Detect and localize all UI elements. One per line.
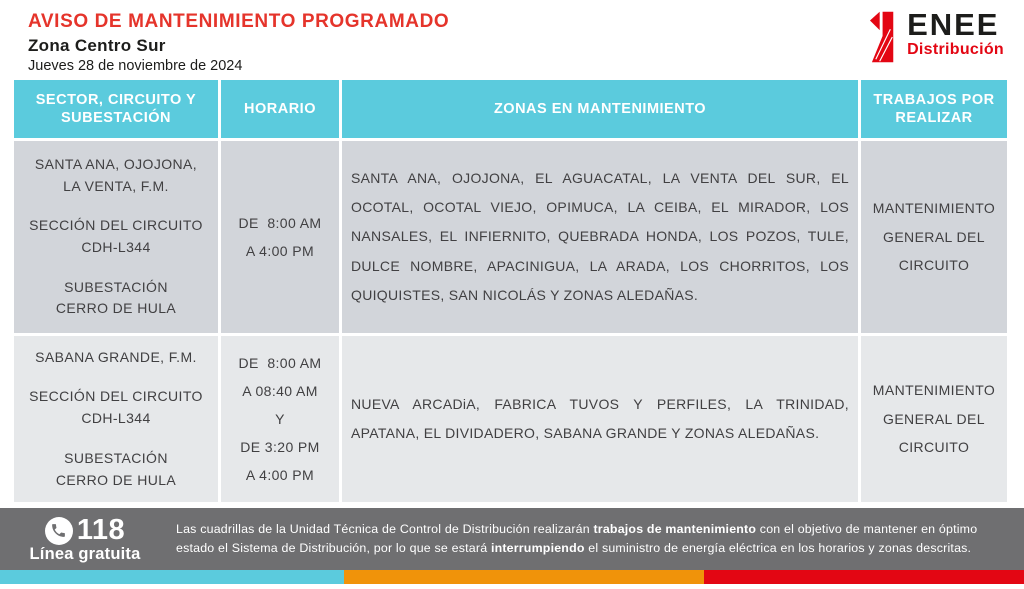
footer-note-bold: interrumpiendo <box>490 541 585 555</box>
orange-bar-segment <box>344 570 704 584</box>
enee-logo-text <box>907 9 1004 59</box>
col-header-work: TRABAJOS POR REALIZAR <box>861 80 1007 138</box>
row1-zones-cell <box>342 141 858 333</box>
sector-paragraph <box>56 277 176 320</box>
schedule-line: A 4:00 PM <box>245 467 315 483</box>
hotline-number: 118 <box>76 514 126 546</box>
schedule-line: DE 8:00 AM <box>238 355 322 371</box>
bottom-color-bar <box>0 570 1024 584</box>
work-line: CIRCUITO <box>898 257 970 274</box>
sector-line: SUBESTACIÓN <box>64 278 168 295</box>
zones-text: NUEVA ARCADiA, FABRICA TUVOS Y PERFILES, LA TRINIDAD, APATANA, EL DIVIDADERO, SABANA GRANDE Y ZONAS ALEDAÑAS. <box>351 395 849 441</box>
footer-note-bold: trabajos de mantenimiento <box>593 522 757 537</box>
sector-line: SECCIÓN DEL CIRCUITO <box>29 217 203 234</box>
footer-note-text: Las cuadrillas de la Unidad Técnica de Control de Distribución realizarán <box>176 522 594 537</box>
work-line: MANTENIMIENTO <box>872 381 996 398</box>
logo-subtitle: Distribución <box>907 41 1004 58</box>
header <box>28 11 449 74</box>
col-header-zones: ZONAS EN MANTENIMIENTO <box>342 80 858 138</box>
schedule-line: DE 3:20 PM <box>240 439 320 455</box>
work-line: GENERAL DEL <box>883 410 985 427</box>
footer-note-text: con el objetivo de mantener en óptimo estado el Sistema de Distribución, por lo que se estará <box>176 522 978 555</box>
sector-line: LA VENTA, F.M. <box>63 177 169 194</box>
sector-paragraph <box>35 347 197 369</box>
logo-name: ENEE <box>907 7 1000 42</box>
phone-icon <box>45 517 73 545</box>
zones-text: SANTA ANA, OJOJONA, EL AGUACATAL, LA VENTA DEL SUR, EL OCOTAL, OCOTAL VIEJO, OPIMUCA, LA CEIBA, EL MIRADOR, LOS NANSALES, EL INFIERNITO, QUEBRADA HONDA, LOS POZOS, TULE, DULCE NOMBRE, APACINIGUA, LA ARADA, LOS CHORRITOS, LOS QUIQUISTES, SAN NICOLÁS Y ZONAS ALEDAÑAS. <box>351 170 849 303</box>
sector-line: CDH-L344 <box>81 410 151 427</box>
sector-line: SABANA GRANDE, F.M. <box>35 348 197 365</box>
sector-line: SECCIÓN DEL CIRCUITO <box>29 388 203 405</box>
red-bar-segment <box>704 570 1024 584</box>
col-header-sector: SECTOR, CIRCUITO Y SUBESTACIÓN <box>14 80 218 138</box>
maintenance-table <box>14 80 1007 502</box>
footer-note-text: el suministro de energía eléctrica en los horarios y zonas descritas. <box>584 541 972 555</box>
enee-tower-icon <box>869 9 902 68</box>
row2-work-cell <box>861 336 1007 502</box>
schedule-line: Y <box>275 411 285 427</box>
cyan-bar-segment <box>0 570 344 584</box>
footer-band <box>0 508 1024 570</box>
sector-paragraph <box>56 448 176 491</box>
sector-line: SUBESTACIÓN <box>64 449 168 466</box>
hotline-block <box>0 514 170 564</box>
row2-zones-cell <box>342 336 858 502</box>
sector-paragraph <box>29 215 203 258</box>
schedule-line: A 08:40 AM <box>242 383 318 399</box>
work-line: CIRCUITO <box>898 439 970 456</box>
work-line: GENERAL DEL <box>883 228 985 245</box>
row1-schedule-cell <box>221 141 339 333</box>
date-text: Jueves 28 de noviembre de 2024 <box>28 58 243 74</box>
work-line: MANTENIMIENTO <box>872 199 996 216</box>
zone-subtitle: Zona Centro Sur <box>28 36 166 55</box>
schedule-line: A 4:00 PM <box>245 243 315 259</box>
hotline-number-row <box>0 514 170 547</box>
enee-logo <box>869 9 1004 68</box>
sector-line: CDH-L344 <box>81 239 151 255</box>
sector-line: SANTA ANA, OJOJONA, <box>34 155 198 172</box>
col-header-schedule: HORARIO <box>221 80 339 138</box>
footer-note <box>176 520 1010 557</box>
row1-sector-cell <box>14 141 218 333</box>
page-title: AVISO DE MANTENIMIENTO PROGRAMADO <box>28 11 450 32</box>
hotline-label: Línea gratuita <box>29 545 141 563</box>
sector-line: CERRO DE HULA <box>55 471 177 488</box>
row2-sector-cell <box>14 336 218 502</box>
sector-paragraph <box>35 154 197 197</box>
sector-paragraph <box>29 386 203 429</box>
sector-line: CERRO DE HULA <box>55 300 177 317</box>
row1-work-cell <box>861 141 1007 333</box>
row2-schedule-cell <box>221 336 339 502</box>
schedule-line: DE 8:00 AM <box>238 215 322 231</box>
